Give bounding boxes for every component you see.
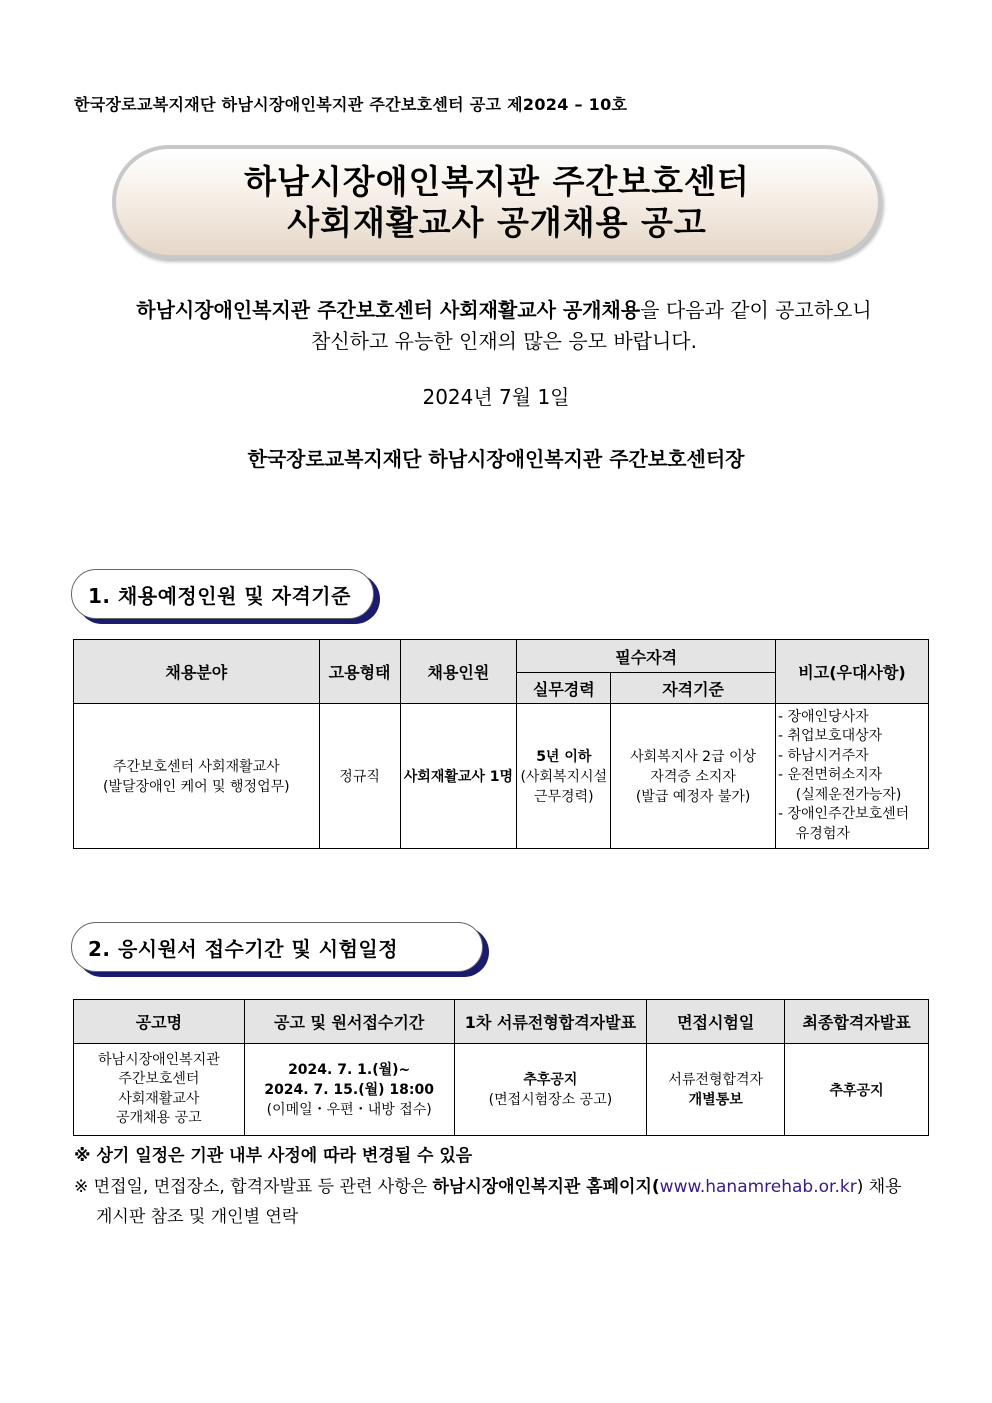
notice-number: 한국장로교복지재단 하남시장애인복지관 주간보호센터 공고 제2024 – 10호 [74, 95, 628, 114]
field-line: 주간보호센터 사회재활교사 [112, 759, 280, 775]
notice-name-line: 사회재활교사 [118, 1090, 200, 1107]
header-final-result: 최종합격자발표 [785, 1000, 929, 1044]
cell-headcount: 사회재활교사 1명 [400, 704, 517, 849]
homepage-link[interactable]: www.hanamrehab.or.kr [659, 1177, 857, 1197]
period-line: (이메일・우편・내방 접수) [266, 1101, 432, 1118]
header-headcount: 채용인원 [400, 640, 517, 704]
notice-date: 2024년 7월 1일 [422, 385, 570, 409]
cell-notice-name [74, 1044, 245, 1136]
note-2-bold: 하남시장애인복지관 홈페이지 [432, 1177, 652, 1197]
note-2-suffix: ) 채용 [856, 1177, 902, 1197]
cell-period [244, 1044, 454, 1136]
remark-item: (실제운전가능자) [777, 786, 902, 803]
header-notice-name: 공고명 [74, 1000, 245, 1044]
period-line: 2024. 7. 1.(월)~ [288, 1061, 411, 1078]
note-2 [74, 1173, 902, 1202]
note-1: ※ 상기 일정은 기관 내부 사정에 따라 변경될 수 있음 [74, 1146, 473, 1166]
qualification-line: 사회복지사 2급 이상 [630, 749, 757, 765]
signer: 한국장로교복지재단 하남시장애인복지관 주간보호센터장 [247, 447, 745, 471]
period-line: 2024. 7. 15.(월) 18:00 [264, 1081, 434, 1098]
section2-title: 2. 응시원서 접수기간 및 시험일정 [71, 922, 483, 972]
cell-field [74, 704, 320, 849]
experience-line: 근무경력) [534, 789, 594, 805]
remark-item: 유경험자 [777, 825, 850, 842]
interview-line: 개별통보 [688, 1091, 743, 1108]
intro-line-1 [74, 294, 934, 323]
qualification-table [73, 639, 929, 849]
qualification-line: (발급 예정자 불가) [635, 789, 751, 805]
notice-name-line: 하남시장애인복지관 [98, 1051, 220, 1068]
intro-rest: 을 다음과 같이 공고하오니 [640, 298, 872, 322]
header-field: 채용분야 [74, 640, 320, 704]
cell-first-result [454, 1044, 647, 1136]
note-2-line-2: 게시판 참조 및 개인별 연락 [96, 1207, 299, 1227]
experience-line: (사회복지시설 [520, 769, 608, 785]
header-experience: 실무경력 [517, 673, 611, 704]
remark-item: - 장애인당사자 [777, 708, 869, 725]
intro-bold: 하남시장애인복지관 주간보호센터 사회재활교사 공개채용 [136, 298, 641, 322]
first-result-line: 추후공지 [523, 1071, 578, 1088]
qualification-line: 자격증 소지자 [650, 769, 736, 785]
experience-line: 5년 이하 [536, 749, 592, 765]
title-banner [112, 145, 882, 259]
header-required: 필수자격 [517, 640, 776, 673]
interview-line: 서류전형합격자 [668, 1071, 764, 1088]
header-qualification: 자격기준 [611, 673, 776, 704]
header-interview: 면접시험일 [647, 1000, 785, 1044]
remark-item: - 장애인주간보호센터 [777, 806, 910, 823]
note-2-prefix: ※ 면접일, 면접장소, 합격자발표 등 관련 사항은 [74, 1177, 433, 1197]
remark-item: - 운전면허소지자 [777, 767, 883, 784]
table-row [74, 704, 929, 849]
intro-line-2: 참신하고 유능한 인재의 많은 응모 바랍니다. [311, 329, 697, 353]
notice-name-line: 주간보호센터 [118, 1071, 200, 1087]
note-2-paren: ( [651, 1177, 660, 1197]
cell-employment-type: 정규직 [319, 704, 400, 849]
schedule-table [73, 999, 929, 1136]
notice-name-line: 공개채용 공고 [116, 1110, 202, 1126]
section1-title: 1. 채용예정인원 및 자격기준 [71, 569, 374, 619]
cell-remarks [775, 704, 928, 849]
title-line-2: 사회재활교사 공개채용 공고 [287, 203, 707, 242]
header-first-result: 1차 서류전형합격자발표 [454, 1000, 647, 1044]
table-row [74, 1044, 929, 1136]
header-period: 공고 및 원서접수기간 [244, 1000, 454, 1044]
cell-interview [647, 1044, 785, 1136]
first-result-line: (면접시험장소 공고) [488, 1091, 613, 1108]
remark-item: - 하남시거주자 [777, 747, 869, 764]
field-line: (발달장애인 케어 및 행정업무) [103, 779, 290, 795]
header-remarks: 비고(우대사항) [775, 640, 928, 704]
cell-experience [517, 704, 611, 849]
cell-final-result: 추후공지 [785, 1044, 929, 1136]
remark-item: - 취업보호대상자 [777, 728, 883, 745]
header-employment-type: 고용형태 [319, 640, 400, 704]
title-line-1: 하남시장애인복지관 주간보호센터 [244, 162, 750, 201]
cell-qualification [611, 704, 776, 849]
